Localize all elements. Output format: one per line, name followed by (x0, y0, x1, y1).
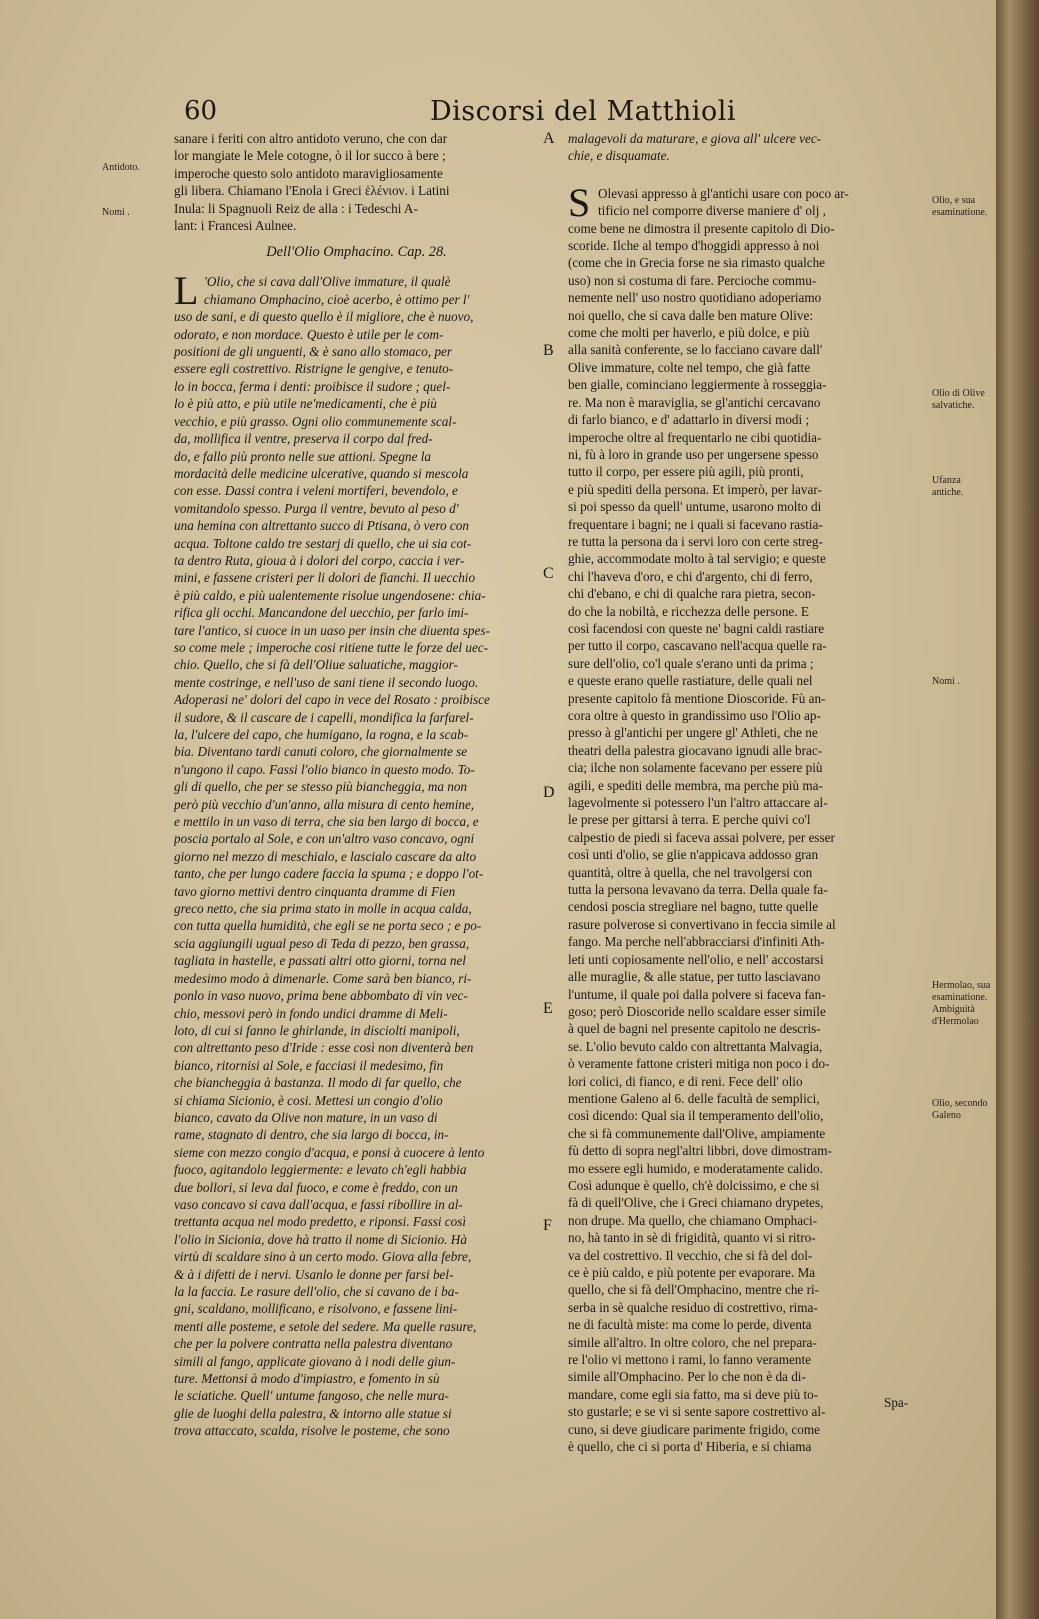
text-line: lori colici, di fianco, e di reni. Fece dell' olio (568, 1073, 803, 1089)
left-intro-text (174, 130, 539, 234)
text-line: con altrettanto peso d'Iride : esse così non diventerà ben (174, 1040, 474, 1056)
section-marker: B (543, 342, 554, 359)
text-line: essere egli costrettivo. Ristrigne le gengive, e tenuto- (174, 361, 454, 377)
text-line: serba in sè qualche residuo di costrettivo, rima- (568, 1299, 818, 1315)
text-line: odorato, e non mordace. Questo è utile per le com- (174, 326, 444, 342)
text-line: gli di quello, che per se stesso più biancheggia, ma non (174, 779, 468, 795)
text-line: noi quello, che si cava dalle ben mature Olive: (568, 307, 813, 323)
text-line: simile all'altro. In oltre coloro, che nel prepara- (568, 1334, 817, 1350)
text-line: sieme con mezzo congio d'acqua, e ponsi à cuocere à lento (174, 1144, 485, 1160)
text-line: così dicendo: Qual sia il temperamento dell'olio, (568, 1108, 824, 1124)
running-title: Discorsi del Matthioli (430, 96, 736, 127)
text-line: loto, di cui si fanno le ghirlande, in disciolti manipoli, (174, 1022, 460, 1038)
margin-note-right: Olio di Olive salvatiche. (932, 388, 985, 411)
text-line: presente capitolo fà mentione Dioscoride. Fù an- (568, 690, 826, 706)
text-line: come bene ne dimostra il presente capitolo di Dio- (568, 220, 835, 236)
text-line: l'untume, il quale poi dalla polvere si faceva fan- (568, 986, 826, 1002)
text-line: bianco, cavato da Olive non mature, in un vaso di (174, 1109, 438, 1125)
text-line: imperoche oltre al frequentarlo ne cibi quotidia- (568, 429, 822, 445)
section-marker: E (543, 1000, 553, 1017)
text-line: ce è più caldo, e più potente per evaporare. Ma (568, 1265, 816, 1280)
text-line: rame, stagnato di dentro, che sia largo di bocca, in- (174, 1127, 449, 1143)
text-line: con tutta quella humidità, che egli se ne porta seco ; e po- (174, 918, 482, 934)
section-marker: D (543, 784, 555, 801)
right-column (568, 130, 928, 1455)
text-line: imperoche questo solo antidoto maravigliosamente (174, 165, 443, 181)
text-line: fuoco, agitandolo leggiermente: e levato ch'egli habbia (174, 1162, 467, 1178)
text-line: bia. Diventano tardi canuti coloro, che giornalmente se (174, 744, 468, 760)
left-column (174, 130, 539, 1440)
text-line: una hemina con altrettanto succo di Ptisana, ò vero con (174, 518, 469, 534)
text-line: alla sanità conferente, se lo facciano cavare dall' (568, 342, 823, 358)
text-line: è più caldo, e più ualentemente risolue ungendosene: chia- (174, 587, 486, 603)
text-line: quello, che si fà dell'Omphacino, mentre che ri- (568, 1282, 820, 1298)
text-line: menti alle posteme, e setole del sedere. Ma quelle rasure, (174, 1318, 477, 1334)
text-line: glie de luoghi della palestra, & intorno alle statue si (174, 1405, 452, 1421)
text-line: n'ungono il capo. Fassi l'olio bianco in questo modo. To- (174, 761, 475, 777)
text-line: come che molti per haverlo, e più dolce, e più (568, 325, 810, 341)
text-line: re tutta la persona da i servi loro con certe streg- (568, 533, 823, 549)
text-line: uso) non si costuma di fare. Percioche commu- (568, 272, 817, 288)
text-line: il sudore, & il cascare de i capelli, mondifica la farfarel- (174, 709, 474, 725)
text-line: le sciatiche. Quell' untume fangoso, che nelle mura- (174, 1388, 449, 1404)
text-line: uso de sani, e di questo quello è il migliore, che è nuovo, (174, 309, 474, 325)
text-line: & à i difetti de i nervi. Usanlo le donne per farsi bel- (174, 1266, 454, 1282)
margin-note-left: Nomi . (102, 207, 130, 218)
margin-note-right: Olio, e sua esaminatione. (932, 195, 988, 218)
text-line: vomitandolo spesso. Purga il ventre, bevuto al peso d' (174, 500, 459, 516)
text-line: greco netto, che sia prima stato in molle in acqua calda, (174, 901, 472, 917)
right-intro-text (568, 130, 928, 165)
text-line: mentione Galeno al 6. delle facultà de semplici, (568, 1090, 820, 1106)
section-marker: A (543, 130, 555, 147)
text-line: lo è più atto, e più utile ne'medicamenti, che è più (174, 396, 437, 412)
text-line: quantità, oltre à quella, che nel travolgersi con (568, 864, 813, 880)
margin-note-right: Olio, secondo Galeno (932, 1098, 988, 1121)
text-line: cuno, si deve giudicare parimente frigido, come (568, 1421, 820, 1437)
text-line: e mettilo in un vaso di terra, che sia ben largo di bocca, e (174, 814, 479, 830)
text-line: fà di quell'Olive, che i Greci chiamano drypetes, (568, 1195, 824, 1211)
text-line: ta dentro Ruta, gioua à i dolori del corpo, caccia i ver- (174, 552, 465, 568)
text-line: mini, e fassene cristeri per li dolori de fianchi. Il uecchio (174, 570, 476, 586)
text-line: due bollori, si leva dal fuoco, e come è freddo, con un (174, 1179, 458, 1195)
text-line: gni, scaldano, mollificano, e risolvono, e fassene lini- (174, 1301, 458, 1317)
text-line: mente costringe, e nell'uso de sani tiene il secondo luogo. (174, 674, 479, 690)
text-line: trova attaccato, scalda, risolve le posteme, che sono (174, 1423, 450, 1439)
text-line: virtù di scaldare sino à un certo modo. Giova alla febre, (174, 1249, 472, 1265)
text-line: tare l'antico, si cuoce in un uaso per insin che diuenta spes- (174, 622, 490, 638)
text-line: (come che in Grecia forse ne sia rimasto qualche (568, 255, 826, 271)
text-line: malagevoli da maturare, e giova all' ulcere vec- (568, 131, 822, 146)
text-line: lor mangiate le Mele cotogne, ò il lor succo à bere ; (174, 148, 446, 164)
text-line: nemente nell' uso nostro quotidiano adoperiamo (568, 290, 822, 306)
text-line: se. L'olio bevuto caldo con altrettanta Malvagia, (568, 1038, 823, 1054)
text-line: non drupe. Ma quello, che chiamano Omphaci- (568, 1212, 818, 1228)
text-line: con esse. Dassi contra i veleni mortiferi, bevendolo, e (174, 483, 458, 499)
text-line: agili, e spediti delle membra, ma perche più ma- (568, 777, 823, 793)
text-line: scia aggiungili ugual peso di Teda di pezzo, ben grassa, (174, 935, 470, 951)
text-line: theatri della palestra giocavano ignudi alle brac- (568, 742, 823, 758)
text-line: ture. Mettonsi à modo d'impiastro, e fomento in sù (174, 1371, 440, 1387)
chapter-heading: Dell'Olio Omphacino. Cap. 28. (266, 244, 447, 261)
text-line: chi l'haveva d'oro, e chi d'argento, chi di ferro, (568, 568, 813, 584)
text-line: Inula: li Spagnuoli Reiz de alla : i Tedeschi A- (174, 200, 418, 216)
text-line: la, l'ulcere del capo, che humigano, la rogna, e la scab- (174, 727, 469, 742)
text-line: Adoperasi ne' dolori del capo in vece del Rosato : proibisce (174, 692, 490, 708)
text-line: chio. Quello, che si fà dell'Oliue saluatiche, maggior- (174, 657, 458, 673)
text-line: per tutto il corpo, cascavano nell'acqua quelle ra- (568, 638, 827, 654)
drop-cap-letter: L (174, 268, 199, 314)
text-line: Olevasi appresso à gl'antichi usare con poco ar- (598, 185, 849, 201)
text-line: medesimo modo à dimenarle. Come sarà ben bianco, ri- (174, 970, 472, 986)
text-line: alle muraglie, & alle statue, per tutto lasciavano (568, 969, 821, 985)
text-line: fango. Ma perche nell'abbracciarsi d'infiniti Ath- (568, 934, 825, 950)
text-line: mandare, come egli sia fatto, ma si deve più to- (568, 1386, 819, 1402)
text-line: mo essere egli humido, e moderatamente calido. (568, 1160, 823, 1176)
text-line: giorno nel mezzo di meschialo, e lascialo cascare da alto (174, 848, 477, 864)
text-line: che per la polvere contratta nella palestra diventano (174, 1336, 453, 1352)
text-line: però più vecchio d'un'anno, alla misura di cento hemine, (174, 796, 475, 812)
margin-note-right: Hermolao, sua esaminatione. Ambiguità d'Hermolao (932, 980, 991, 1027)
text-line: goso; però Dioscoride nello scaldare esser simile (568, 1003, 826, 1019)
page-number: 60 (184, 96, 218, 126)
section-marker: C (543, 565, 554, 582)
text-line: frequentare i bagni; ne i quali si facevano rastia- (568, 516, 823, 532)
text-line: si chiama Sicionio, è cosi. Mettesi un congio d'olio (174, 1092, 443, 1108)
text-line: chio, messovi però in fondo undici dramme di Meli- (174, 1005, 448, 1021)
text-line: gli libera. Chiamano l'Enola i Greci ἑλένιον. i Latini (174, 183, 450, 199)
text-line: re. Ma non è maraviglia, se gl'antichi cercavano (568, 394, 821, 410)
text-line: do, e fallo più pronto nelle sue attioni. Spegne la (174, 448, 432, 464)
text-line: simile all'Omphacino. Per lo che non è da di- (568, 1369, 806, 1385)
text-line: 'Olio, che si cava dall'Olive immature, il qualè (204, 274, 451, 290)
text-line: rifica gli occhi. Mancandone del uecchio, per farlo imi- (174, 605, 469, 621)
text-line: ben gialle, cominciano leggiermente à rosseggia- (568, 377, 827, 393)
text-line: re l'olio vi mettono i rami, lo fanno veramente (568, 1352, 811, 1368)
text-line: leti unti copiosamente nell'olio, e nell' accostarsi (568, 951, 824, 967)
text-line: che si fà communemente dall'Olive, ampiamente (568, 1125, 826, 1141)
text-line: poscia portalo al Sole, e con un'altro vaso concavo, ogni (174, 831, 475, 847)
text-line: così facendosi con queste ne' bagni caldi rastiare (568, 620, 825, 636)
text-line: ni, fù à loro in grande uso per ungersene spesso (568, 446, 819, 462)
text-line: ò veramente fattone cristeri mitiga non poco i do- (568, 1056, 830, 1072)
text-line: chi d'ebano, e chi di qualche rara pietra, secon- (568, 586, 816, 602)
text-line: tutto il corpo, per essere più agili, più pronti, (568, 464, 804, 480)
text-line: so come mele ; imperoche cosi ritiene tutte le forze del uec- (174, 639, 489, 655)
text-line: lant: i Francesi Aulnee. (174, 218, 297, 234)
text-line: da, mollifica il ventre, preserva il corpo dal fred- (174, 431, 433, 447)
margin-note-left: Antidoto. (102, 162, 141, 173)
text-line: cora oltre à questo in grandissimo uso l'Olio ap- (568, 708, 821, 723)
text-line: vaso concavo si cava dall'acqua, e fassi ribollire in al- (174, 1196, 463, 1212)
text-line: lo in bocca, ferma i denti: proibisce il sudore ; quel- (174, 378, 451, 394)
text-line: calpestio de piedi si faceva assai polvere, per esser (568, 829, 835, 845)
text-line: scoride. Ilche al tempo d'hoggidì appresso à noi (568, 238, 820, 254)
margin-note-right: Ufanza antiche. (932, 475, 964, 498)
text-line: à quel de bagni nel presente capitolo ne descris- (568, 1021, 821, 1037)
text-line: la la faccia. Le rasure dell'olio, che si cavano de i ba- (174, 1284, 459, 1299)
text-line: vecchio, e più grasso. Ogni olio communemente scal- (174, 413, 457, 429)
text-line: tificio nel comporre diverse maniere d' olj , (598, 203, 826, 219)
text-line: fù detto di sopra negl'altri libbri, dove dimostram- (568, 1143, 832, 1159)
text-line: tanto, che per lungo cadere faccia la spuma ; e doppo l'ot- (174, 866, 484, 882)
text-line: cendosi poscia stregliare nel bagno, tutte quelle (568, 899, 819, 915)
text-line: presso à gl'antichi per ungere gl' Athleti, che ne (568, 725, 818, 741)
text-line: lagevolmente si potessero l'un l'altro attaccare al- (568, 795, 828, 811)
text-line: trettanta acqua nel modo predetto, e riponsi. Fassi così (174, 1214, 467, 1230)
text-line: positioni de gli unguenti, & è sano allo stomaco, per (174, 344, 453, 360)
text-line: che biancheggia à bastanza. Il modo di far quello, che (174, 1075, 462, 1091)
text-line: bianco, ritornisi al Sole, e facciasi il medesimo, fin (174, 1057, 444, 1073)
text-line: ne di facultà miste: ma come lo perde, diventa (568, 1317, 812, 1333)
text-line: chiamano Omphacino, cioè acerbo, è ottimo per l' (204, 291, 470, 307)
text-line: tutta la persona levavano da terra. Della quale fa- (568, 882, 828, 898)
text-line: sto gustarle; e se vi si sente sapore costrettivo al- (568, 1404, 826, 1420)
text-line: rasure polverose si convertivano in feccia simile al (568, 916, 836, 932)
text-line: ghie, accommodate molto à tal servigio; e queste (568, 551, 826, 567)
text-line: Così adunque è quello, ch'è dolcissimo, e che si (568, 1177, 820, 1193)
text-line: simili al fango, applicate giovano à i nodi delle giun- (174, 1353, 456, 1369)
text-line: tavo giorno mettivi dentro cinquanta dramme di Fien (174, 883, 456, 899)
text-line: e queste erano quelle rastiature, delle quali nel (568, 673, 813, 689)
chapter-body (174, 268, 539, 1439)
text-line: l'olio in Sicionia, dove hà tratto il nome di Sicionio. Hà (174, 1231, 467, 1247)
text-line: di farlo bianco, e d' adattarlo in diversi modi ; (568, 412, 810, 428)
text-line: no, hà tanto in sè di frigidità, quanto vi si ritro- (568, 1230, 816, 1246)
text-line: mordacità delle medicine ulcerative, quando si mescola (174, 465, 469, 481)
text-line: cia; ilche non solamente facevano per essere più (568, 760, 823, 776)
text-line: è quello, che ci si porta d' Hiberia, e si chiama (568, 1439, 812, 1455)
text-line: chie, e disquamate. (568, 148, 670, 164)
text-line: sure dell'olio, co'l quale s'erano unti da prima ; (568, 655, 814, 671)
text-line: acqua. Toltone caldo tre sestarj di quello, che ui sia cot- (174, 535, 472, 551)
text-line: e più spediti della persona. Et imperò, per lavar- (568, 481, 822, 497)
text-line: va del costrettivo. Il vecchio, che si fà del dol- (568, 1247, 813, 1263)
text-line: do che la nobiltà, e ricchezza delle persone. E (568, 603, 809, 619)
text-line: si poi spesso da quell' untume, usarono molto di (568, 499, 822, 515)
catchword: Spa- (884, 1395, 909, 1410)
margin-note-right: Nomi . (932, 676, 960, 687)
text-line: le prese per gittarsi à terra. E perche quivi co'l (568, 812, 811, 828)
drop-cap-letter: S (568, 179, 591, 225)
next-page-edge (996, 0, 1039, 1619)
text-line: ponlo in vaso nuovo, prima bene abbombato di vin vec- (174, 988, 468, 1004)
commentary-body (568, 179, 928, 1456)
text-line: sanare i feriti con altro antidoto veruno, che con dar (174, 131, 448, 146)
text-line: Olive immature, colte nel tempo, che già fatte (568, 359, 811, 375)
section-marker: F (543, 1217, 552, 1234)
text-line: così unti d'olio, se glie n'appicava addosso gran (568, 847, 819, 863)
text-line: tagliata in hastelle, e passati altri otto giorni, torna nel (174, 953, 466, 969)
